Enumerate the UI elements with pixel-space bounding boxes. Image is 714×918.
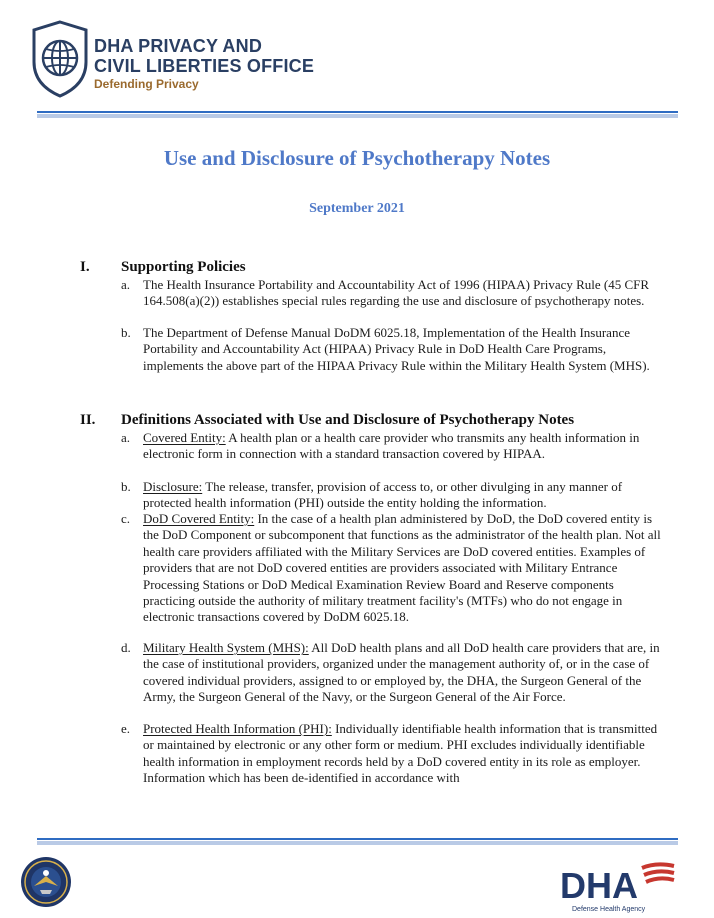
- definition-item: [121, 479, 666, 512]
- definition-item: [121, 721, 666, 787]
- definition-text: In the case of a health plan administered by DoD, the DoD covered entity is the DoD Component or subcomponent that functions as the administrator of the health plan. Not all health care providers affiliated with the Military Services are DoD covered entities. Examples of providers that are not DoD covered entities are providers associated with Military Entrance Processing Stations or DoD Medical Examination Review Board and Reserve components practicing outside the authority of military treatment facility's (MTFs) who do not engage in electronic transactions covered by DoDM 6025.18.: [143, 511, 661, 625]
- list-item-text: The Health Insurance Portability and Accountability Act of 1996 (HIPAA) Privacy Rule (45 CFR 164.508(a)(2)) establishes special rules regarding the use and disclosure of psychotherapy notes.: [143, 277, 650, 309]
- globe-shield-icon: [30, 20, 90, 98]
- definition-term: Covered Entity:: [143, 430, 226, 445]
- list-item-letter: e.: [121, 721, 131, 736]
- footer-divider: [37, 838, 678, 845]
- list-item-letter: d.: [121, 640, 131, 655]
- definition-term: Military Health System (MHS):: [143, 640, 309, 655]
- definition-item: [121, 430, 666, 463]
- definition-text: A health plan or a health care provider who transmits any health information in electronic form in connection with a standard transaction covered by HIPAA.: [143, 430, 640, 462]
- list-item-letter: b.: [121, 479, 131, 494]
- document-title: Use and Disclosure of Psychotherapy Notes: [163, 146, 551, 170]
- section-numeral: I.: [80, 259, 90, 275]
- dha-logo-text: DHA: [560, 865, 638, 906]
- list-item-letter: a.: [121, 277, 131, 292]
- definition-term: Disclosure:: [143, 479, 203, 494]
- list-item: [121, 277, 666, 310]
- dod-seal-icon: [20, 856, 72, 908]
- list-item-letter: b.: [121, 325, 131, 340]
- org-tagline: Defending Privacy: [94, 77, 199, 91]
- definition-text: All DoD health plans and all DoD health care providers that are, in the case of institutional providers, organized under the management authority of, or in the case of covered individual providers, assigned to or employed by, the DHA, the Surgeon General of the Army, the Surgeon General of the Navy, or the Surgeon General of the Air Force.: [143, 640, 660, 705]
- header-divider: [37, 111, 678, 118]
- document-date: September 2021: [309, 201, 405, 216]
- definition-item: [121, 640, 666, 706]
- list-item-letter: c.: [121, 511, 131, 526]
- definition-text: The release, transfer, provision of access to, or other divulging in any manner of protected health information (PHI) outside the entity holding the information.: [143, 479, 623, 511]
- org-header: [30, 20, 370, 100]
- definition-term: Protected Health Information (PHI):: [143, 721, 332, 736]
- definition-item: [121, 511, 666, 626]
- list-item-text: The Department of Defense Manual DoDM 6025.18, Implementation of the Health Insurance Portability and Accountability Act (HIPAA) Privacy Rule in DoD Health Care Programs, implements the above part of the HIPAA Privacy Rule within the Military Health System (MHS).: [143, 325, 650, 373]
- list-item: [121, 325, 666, 374]
- dha-logo: [558, 860, 676, 914]
- definition-text: Individually identifiable health information that is transmitted or maintained by electronic or any other form or medium. PHI excludes individually identifiable health information in employment records held by a DoD covered entity in its role as employer. Information which has been de-identified in accordance with: [143, 721, 658, 786]
- org-name-line2: CIVIL LIBERTIES OFFICE: [94, 56, 315, 76]
- org-name-line1: DHA PRIVACY AND: [94, 36, 263, 56]
- dha-logo-subtext: Defense Health Agency: [572, 906, 646, 913]
- definition-term: DoD Covered Entity:: [143, 511, 255, 526]
- section-numeral: II.: [80, 412, 96, 428]
- list-item-letter: a.: [121, 430, 131, 445]
- section-heading: Supporting Policies: [121, 259, 246, 275]
- section-heading: Definitions Associated with Use and Disclosure of Psychotherapy Notes: [121, 412, 575, 428]
